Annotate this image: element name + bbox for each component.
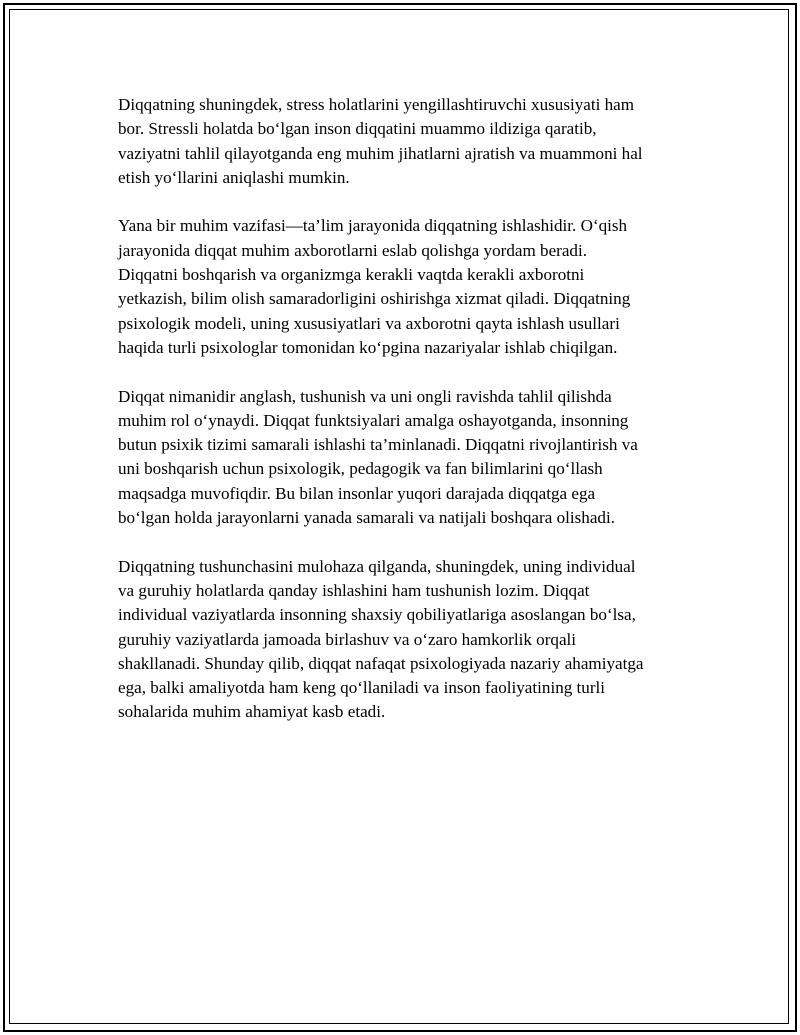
text-line: maqsadga muvofiqdir. Bu bilan insonlar yuqori darajada diqqatga ega bbox=[118, 483, 596, 503]
text-line: bor. Stressli holatda bo‘lgan inson diqqatini muammo ildiziga qaratib, bbox=[118, 119, 597, 139]
paragraph-1 bbox=[118, 93, 698, 190]
text-line: guruhiy vaziyatlarda jamoada birlashuv va o‘zaro hamkorlik orqali bbox=[118, 629, 577, 649]
text-line: muhim rol o‘ynaydi. Diqqat funktsiyalari amalga oshayotganda, insonning bbox=[118, 410, 629, 430]
text-line: vaziyatni tahlil qilayotganda eng muhim jihatlarni ajratish va muammoni hal bbox=[118, 143, 643, 163]
text-line: Diqqatning tushunchasini mulohaza qilganda, shuningdek, uning individual bbox=[118, 556, 636, 576]
text-line: ega, balki amaliyotda ham keng qo‘llaniladi va inson faoliyatining turli bbox=[118, 678, 606, 698]
text-line: Yana bir muhim vazifasi—ta’lim jarayonida diqqatning ishlashidir. O‘qish bbox=[118, 216, 628, 236]
text-line: shakllanadi. Shunday qilib, diqqat nafaqat psixologiyada nazariy ahamiyatga bbox=[118, 653, 644, 673]
text-line: bo‘lgan holda jarayonlarni yanada samarali va natijali boshqara olishadi. bbox=[118, 508, 615, 528]
text-line: yetkazish, bilim olish samaradorligini oshirishga xizmat qiladi. Diqqatning bbox=[118, 289, 631, 309]
text-line: jarayonida diqqat muhim axborotlarni eslab qolishga yordam beradi. bbox=[118, 240, 588, 260]
text-line: uni boshqarish uchun psixologik, pedagogik va fan bilimlarini qo‘llash bbox=[118, 459, 603, 479]
document-body bbox=[118, 93, 698, 749]
paragraph-4 bbox=[118, 555, 698, 725]
text-line: butun psixik tizimi samarali ishlashi ta’minlanadi. Diqqatni rivojlantirish va bbox=[118, 435, 638, 455]
paragraph-2 bbox=[118, 214, 698, 360]
text-line: Diqqatni boshqarish va organizmga kerakli vaqtda kerakli axborotni bbox=[118, 265, 585, 285]
text-line: va guruhiy holatlarda qanday ishlashini ham tushunish lozim. Diqqat bbox=[118, 580, 590, 600]
text-line: sohalarida muhim ahamiyat kasb etadi. bbox=[118, 702, 386, 722]
text-line: haqida turli psixologlar tomonidan ko‘pgina nazariyalar ishlab chiqilgan. bbox=[118, 337, 618, 357]
text-line: etish yo‘llarini aniqlashi mumkin. bbox=[118, 167, 350, 187]
paragraph-3 bbox=[118, 385, 698, 531]
text-line: Diqqat nimanidir anglash, tushunish va uni ongli ravishda tahlil qilishda bbox=[118, 386, 612, 406]
text-line: individual vaziyatlarda insonning shaxsiy qobiliyatlariga asoslangan bo‘lsa, bbox=[118, 605, 636, 625]
text-line: psixologik modeli, uning xususiyatlari va axborotni qayta ishlash usullari bbox=[118, 313, 620, 333]
text-line: Diqqatning shuningdek, stress holatlarini yengillashtiruvchi xususiyati ham bbox=[118, 95, 635, 114]
